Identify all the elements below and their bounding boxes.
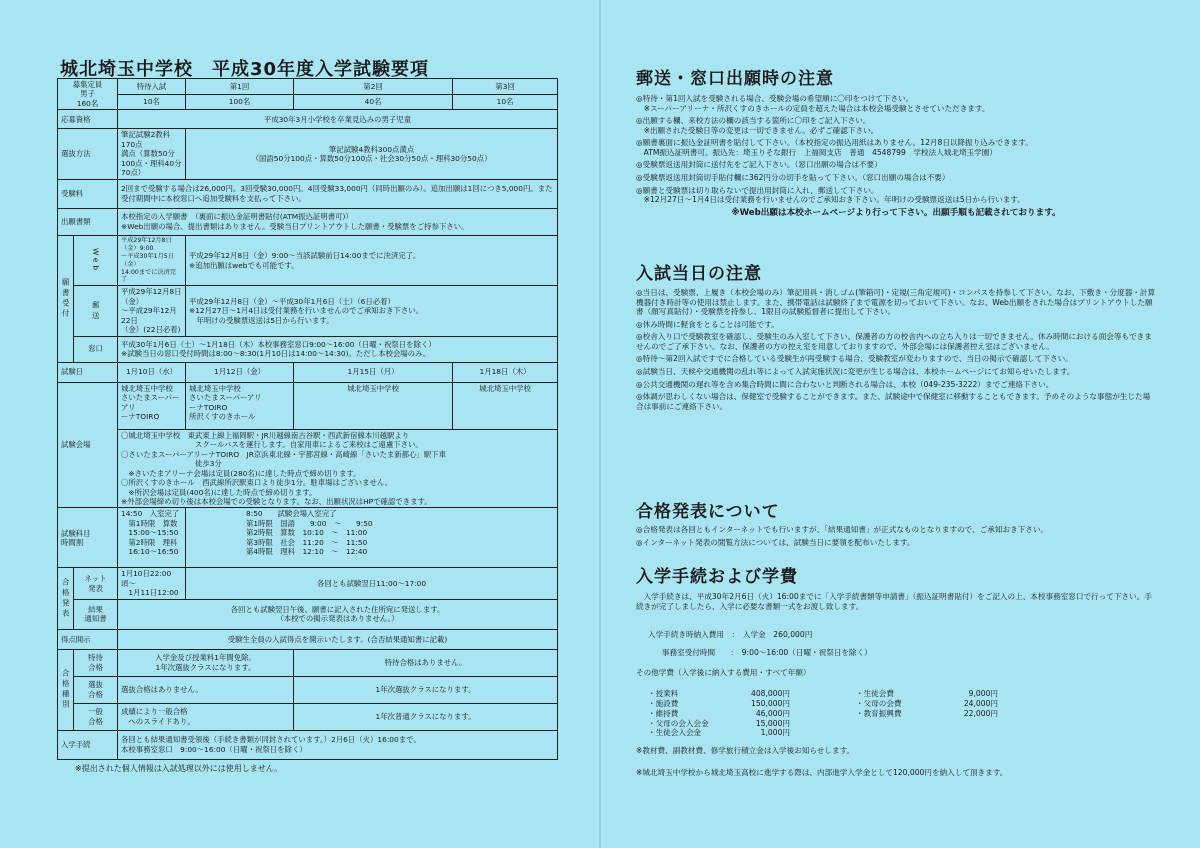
reception-mail-b: 平成29年12月8日（金）〜平成30年1月6日（土）（6日必着） ※12月27日〜1月4日は受付業務を行いませんのでご承知おき下さい。 年明けの受験票返送は5日から行います。 [186, 286, 558, 336]
col-round1: 第1回 [186, 79, 294, 95]
reception-web-a: 平成29年12月8日（金）9:00 〜平成30年1月5日（金） 14:00までに決済完了 [118, 235, 186, 286]
venue-access: 〇城北埼玉中学校 東武東上線上福岡駅・JR川越線南古谷駅・西武新宿線本川越駅より スクールバスを運行します。自家用車によるご来校はご遠慮下さい。 〇さいたまスーパーアリーナTOIRO JR京浜東北線・宇都宮線・高崎線「さいたま新都心」駅下車 徒歩3分 ※さいたまアリーナ会場は定員(280名)に達した時点で締め切ります。 〇所沢くすのきホール 西武線所沢駅東口より徒歩1分。駐車場はございません。 ※所沢会場は定員(400名)に達した時点で締め切ります。 ※外部会場締め切り後は本校会場での受験となります。なお、出願状況はHPで確認できます。 [118, 429, 558, 508]
fee-row: ・父母の会費 24,000円 [856, 698, 998, 708]
venue-round1: 城北埼玉中学校 さいたまスーパーアリ ーナTOIRO 所沢くすのきホール [186, 382, 294, 429]
pass-senbatsu-a: 選抜合格はありません。 [118, 676, 294, 703]
section-result [636, 525, 1156, 550]
day-item: ◎公共交通機関の遅れ等を含め集合時間に間に合わないと判断される場合は、本校（049-235-3222）までご連絡下さい。 [636, 379, 1054, 389]
enroll-fee-line: 入学手続き時納入費用 ： 入学金 260,000円 [648, 630, 813, 639]
venue-tokutai: 城北埼玉中学校 さいたまスーパーアリ ーナTOIRO [118, 382, 186, 429]
venue-round2: 城北埼玉中学校 [294, 382, 453, 429]
pass-senbatsu-b: 1年次選抜クラスになります。 [294, 676, 558, 703]
fees-left [648, 689, 790, 738]
results-label: 合格発表 [58, 568, 74, 629]
mail-item: ◎特待・第1回入試を受験される場合、受験会場の希望順に〇印をつけて下さい。 ※スーパーアリーナ・所沢くすのきホールの定員を超えた場合は本校会場受験とさせていただきます。 [636, 94, 990, 113]
reception-web-label: Web [74, 235, 118, 286]
dates-label: 試験日 [58, 362, 118, 382]
day-item: ◎当日は、受験票、上履き（本校会場のみ）筆記用具・消しゴム(筆箱可)・定規(三角定規可)・コンパスを持参して下さい。なお、下敷き・分度器・計算機器付き時計等の使用は禁止します。また、携帯電話は試験終了まで電源を切っておいて下さい。なお、Web出願をされた場合はプリントアウトした願書（顔写真貼付）・受験票を持参し、1限目の試験監督者に提出して下さい。 [636, 288, 1156, 317]
fee-row: ・施設費 150,000円 [648, 698, 790, 708]
score-label: 得点開示 [58, 629, 118, 649]
selection-a: 筆記試験2教科170点 満点（算数50分100点・理科40分70点） [118, 129, 186, 179]
fees-right [856, 689, 998, 719]
reception-mail-label: 郵送 [74, 286, 118, 336]
mail-item: ◎出願する欄、来校方法の欄の該当する箇所に〇印をご記入下さい。 ※出願された受験日等の変更は一切できません。必ずご確認下さい。 [636, 116, 879, 135]
pass-senbatsu-label: 選抜 合格 [74, 676, 118, 703]
page-title: 城北埼玉中学校 平成30年度入学試験要項 [60, 59, 430, 80]
day-item: ◎休み時間に軽食をとることは可能です。 [636, 319, 779, 329]
reception-window-label: 窓口 [74, 336, 118, 362]
date-tokutai: 1月10日（水） [118, 362, 186, 382]
fee-row: ・父母の会入会金 15,000円 [648, 718, 790, 728]
office-hours-line: 事務室受付時間 ： 9:00〜16:00（日曜・祝祭日を除く） [662, 648, 872, 657]
docs-text: 本校指定の入学願書 （裏面に振込金証明書貼付(ATM振込証明書可)） ※Web出願の場合、提出書類はありません。受験当日プリントアウトした願書・受験票をご持参下さい。 [118, 208, 558, 235]
procedure-text: 各回とも結果通知書受領後（手続き書類が同封されています。）2月6日（火）16:00まで。 本校事務室窓口 9:00〜16:00（日曜・祝祭日を除く） [118, 730, 558, 759]
fee-row: ・教育振興費 22,000円 [856, 708, 998, 718]
enroll-intro: 入学手続きは、平成30年2月6日（火）16:00までに「入学手続書類等申請書」（振込証明書貼付）をご記入の上、本校事務室窓口で行って下さい。手続きが完了しましたら、入学に必要な書類一式をお渡し致します。 [636, 592, 1152, 611]
col-round2: 第2回 [294, 79, 453, 95]
other-fees-title: その他学費（入学後に納入する費用・すべて年額） [636, 668, 811, 677]
score-text: 受験生全員の入試得点を開示いたします。(合否結果通知書に記載) [118, 629, 558, 649]
venue-round3: 城北埼玉中学校 [453, 382, 558, 429]
schedule-label: 試験科目 時間割 [58, 508, 118, 568]
date-round3: 1月18日（木） [453, 362, 558, 382]
fee-row: ・維持費 46,000円 [648, 708, 790, 718]
venue-label: 試験会場 [58, 382, 118, 508]
results-net-b: 各回とも試験翌日11:00〜17:00 [186, 568, 558, 599]
section-mail-title: 郵送・窓口出願時の注意 [636, 69, 834, 89]
fee-row: ・生徒会費 9,000円 [856, 689, 998, 698]
fee-row: ・生徒会入会金 1,000円 [648, 728, 790, 738]
selection-b: 筆記試験4教科300点満点 （国語50分100点・算数50分100点・社会30分50点・理科30分50点） [186, 129, 558, 179]
fee-row: ・授業料 408,000円 [648, 689, 790, 698]
result-item: ◎合格発表は各回ともインターネットでも行いますが、「結果通知書」が正式なものとなりますので、ご承知おき下さい。 [636, 525, 1049, 534]
pass-tokutai-a: 入学金及び授業料1年間免除。 1年次選抜クラスになります。 [118, 649, 294, 676]
mail-item: ◎受験票返送用封筒切手貼付欄に362円分の切手を貼って下さい。（窓口出願の場合は不要） [636, 172, 950, 182]
results-net-label: ネット 発表 [74, 568, 118, 599]
date-round1: 1月12日（金） [186, 362, 294, 382]
section-result-title: 合格発表について [636, 502, 780, 522]
pass-label: 合格種別 [58, 649, 74, 730]
privacy-note: ※提出された個人情報は入試処理以外には使用しません。 [75, 764, 283, 773]
section-enroll-title: 入学手続および学費 [636, 567, 798, 587]
qualification-label: 応募資格 [58, 110, 118, 129]
schedule-b: 8:50 試験会場入室完了 第1時限 国語 9:00 〜 9:50 第2時限 算数 10:10 〜 11:00 第3時限 社会 11:20 〜 11:50 第4時限 理科 12:10 〜 12:40 [186, 508, 558, 568]
day-item: ◎試験当日、天候や交通機関の乱れ等によって入試実施状況に変更が生じる場合は、本校ホームページにてお知らせいたします。 [636, 366, 1075, 376]
mail-item: ◎受験票返送用封筒に送付先をご記入下さい。（窓口出願の場合は不要） [636, 160, 882, 170]
reception-window-text: 平成30年1月6日（土）〜1月18日（木）本校事務室窓口9:00〜16:00（日曜・祝祭日を除く） ※試験当日の窓口受付時間は8:00〜8:30(1月10日は14:00〜14:30)。ただし本校会場のみ。 [118, 336, 558, 362]
quota-round1: 100名 [186, 94, 294, 110]
col-round3: 第3回 [453, 79, 558, 95]
day-item: ◎校舎入り口で受験教室を確認し、受験生のみ入室して下さい。保護者の方の校舎内への立ち入りは一切できません。休み時間における面会等もできませんのでご了承下さい。なお、保護者の方の控え室を用意しておりますので、外部会場には保護者控え室はございません。 [636, 332, 1152, 351]
col-tokutai: 特待入試 [118, 79, 186, 95]
mail-item: ◎願書裏面に振込金証明書を貼付して下さい。（本校指定の振込用紙はありません。12月8日以降振り込みできます。 ATM振込証明書可。振込先：埼玉りそな銀行 上福岡支店 普通 4548799 学校法人城北埼玉学園） [636, 138, 1033, 157]
reception-web-b: 平成29年12月8日（金）9:00〜当該試験前日14:00までに決済完了。 ※追加出願はwebでも可能です。 [186, 235, 558, 286]
pass-general-a: 成績により一般合格 へのスライドあり。 [118, 703, 294, 730]
quota-round3: 10名 [453, 94, 558, 110]
section-day [636, 288, 1156, 414]
quota-tokutai: 10名 [118, 94, 186, 110]
result-item: ◎インターネット発表の閲覧方法については、試験当日に要領を配布いたします。 [636, 537, 915, 547]
day-item: ◎特待〜第2回入試ですでに合格している受験生が再受験する場合、受験教室が変わりますので、当日の掲示で確認して下さい。 [636, 354, 1073, 364]
reception-mail-a: 平成29年12月8日（金） 〜平成29年12月22日 （金）(22日必着) [118, 286, 186, 336]
qualification-text: 平成30年3月小学校を卒業見込みの男子児童 [118, 110, 558, 129]
day-item: ◎体調が思わしくない場合は、保健室で受験することができます。また、試験途中で保健室に移動することもできます。予めそのような事態が生じた場合は事前にご連絡下さい。 [636, 392, 1151, 411]
materials-note: ※教材費、副教材費、修学旅行積立金は入学後お知らせします。 [636, 746, 855, 755]
docs-label: 出願書類 [58, 208, 118, 235]
results-notice-text: 各回とも試験翌日午後、願書に記入された住所宛に発送します。 （本校での掲示発表はありません。） [118, 599, 558, 629]
section-mail [636, 94, 1156, 221]
quota-round2: 40名 [294, 94, 453, 110]
section-day-title: 入試当日の注意 [636, 264, 762, 284]
fee-text: 2回まで受験する場合は26,000円。3回受験30,000円。4回受験33,000円（同時出願のみ）。追加出願は1回につき5,000円。また受付期間中に本校窓口へ追加受験料を支払って下さい。 [118, 179, 558, 208]
pass-general-b: 1年次普通クラスになります。 [294, 703, 558, 730]
pass-tokutai-b: 特待合格はありません。 [294, 649, 558, 676]
exam-table [57, 78, 558, 760]
pass-tokutai-label: 特待 合格 [74, 649, 118, 676]
pass-general-label: 一般 合格 [74, 703, 118, 730]
results-net-a: 1月10日22:00頃〜 1月11日12:00 [118, 568, 186, 599]
reception-label: 願書受付 [58, 235, 74, 362]
results-notice-label: 結果 通知書 [74, 599, 118, 629]
quota-label: 募集定員 男子 160名 [58, 79, 118, 110]
internal-fee-note: ※城北埼玉中学校から城北埼玉高校に進学する際は、内部進学入学金として120,000円を納入して頂きます。 [636, 768, 1008, 777]
web-apply-note: ※Web出願は本校ホームページより行って下さい。出願手順も記載されております。 [731, 207, 1061, 218]
selection-label: 選抜方法 [58, 129, 118, 179]
schedule-a: 14:50 入室完了 第1時限 算数 15:00〜15:50 第2時限 理科 16:10〜16:50 [118, 508, 186, 568]
date-round2: 1月15日（月） [294, 362, 453, 382]
procedure-label: 入学手続 [58, 730, 118, 759]
fee-label: 受験料 [58, 179, 118, 208]
mail-item: ◎願書と受験票は切り取らないで提出用封筒に入れ、郵送して下さい。 ※12月27日〜1月4日は受付業務を行いませんのでご承知おき下さい。年明けの受験票返送は5日から行います。 [636, 185, 1025, 205]
